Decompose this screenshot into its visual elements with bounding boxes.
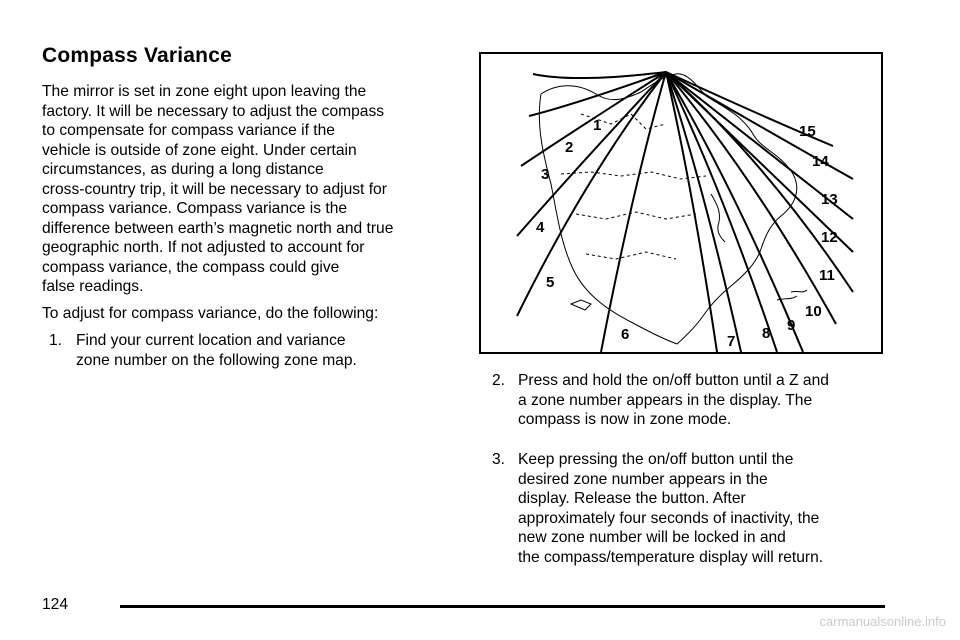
page-number: 124 xyxy=(42,596,69,613)
zone-boundary-line xyxy=(533,72,666,78)
zone-label-11: 11 xyxy=(819,267,835,284)
step-line: desired zone number appears in the xyxy=(518,470,768,488)
step-number: 1. xyxy=(49,332,63,349)
zone-label-8: 8 xyxy=(762,325,771,342)
zone-boundary-line xyxy=(666,72,853,292)
zone-label-2: 2 xyxy=(565,139,574,156)
step-line: new zone number will be locked in and xyxy=(518,529,786,546)
intro-line: compass variance. Compass variance is the xyxy=(42,200,348,217)
step-number: 3. xyxy=(492,451,506,468)
intro-line: compass variance, the compass could give xyxy=(42,258,340,276)
zone-lines xyxy=(517,72,853,352)
step-line: approximately four seconds of inactivity, the xyxy=(518,509,820,527)
zone-map xyxy=(479,52,883,354)
intro-line: geographic north. If not adjusted to account for xyxy=(42,239,365,256)
step-line: compass is now in zone mode. xyxy=(518,411,732,428)
zone-label-13: 13 xyxy=(821,191,838,208)
intro-line: circumstances, as during a long distance xyxy=(42,161,324,178)
intro-paragraph xyxy=(42,82,462,297)
zone-labels xyxy=(536,117,838,350)
zone-label-4: 4 xyxy=(536,219,545,236)
watermark: carmanualsonline.info xyxy=(819,614,946,629)
step-number: 2. xyxy=(492,372,506,389)
section-heading: Compass Variance xyxy=(42,44,232,67)
zone-label-15: 15 xyxy=(799,123,816,140)
step-line: display. Release the button. After xyxy=(518,490,746,507)
zone-label-12: 12 xyxy=(821,229,838,246)
intro-line: factory. It will be necessary to adjust the compass xyxy=(42,102,385,120)
zone-label-6: 6 xyxy=(621,326,630,343)
intro-line: The mirror is set in zone eight upon leaving the xyxy=(42,83,367,100)
step-line: a zone number appears in the display. The xyxy=(518,391,813,409)
footer-rule xyxy=(120,605,885,608)
zone-label-3: 3 xyxy=(541,166,550,183)
intro-line: cross-country trip, it will be necessary to adjust for xyxy=(42,180,387,198)
zone-label-7: 7 xyxy=(727,333,736,350)
zone-label-5: 5 xyxy=(546,274,555,291)
intro-line: false readings. xyxy=(42,278,144,295)
step-line: Press and hold the on/off button until a Z and xyxy=(518,372,829,389)
step-line: Find your current location and variance xyxy=(76,332,346,349)
zone-label-9: 9 xyxy=(787,317,796,334)
instruction-text: To adjust for compass variance, do the following: xyxy=(42,305,379,322)
zone-boundary-line xyxy=(666,72,741,352)
zone-label-10: 10 xyxy=(805,303,822,320)
step-line: the compass/temperature display will return. xyxy=(518,548,824,566)
zone-label-14: 14 xyxy=(812,153,829,170)
zone-label-1: 1 xyxy=(593,117,602,134)
step-line: zone number on the following zone map. xyxy=(76,351,357,369)
intro-line: difference between earth’s magnetic north and true xyxy=(42,219,394,237)
intro-line: to compensate for compass variance if the xyxy=(42,122,335,139)
intro-line: vehicle is outside of zone eight. Under certain xyxy=(42,141,357,159)
zone-map-graphic xyxy=(481,54,881,352)
step-line: Keep pressing the on/off button until the xyxy=(518,451,794,468)
